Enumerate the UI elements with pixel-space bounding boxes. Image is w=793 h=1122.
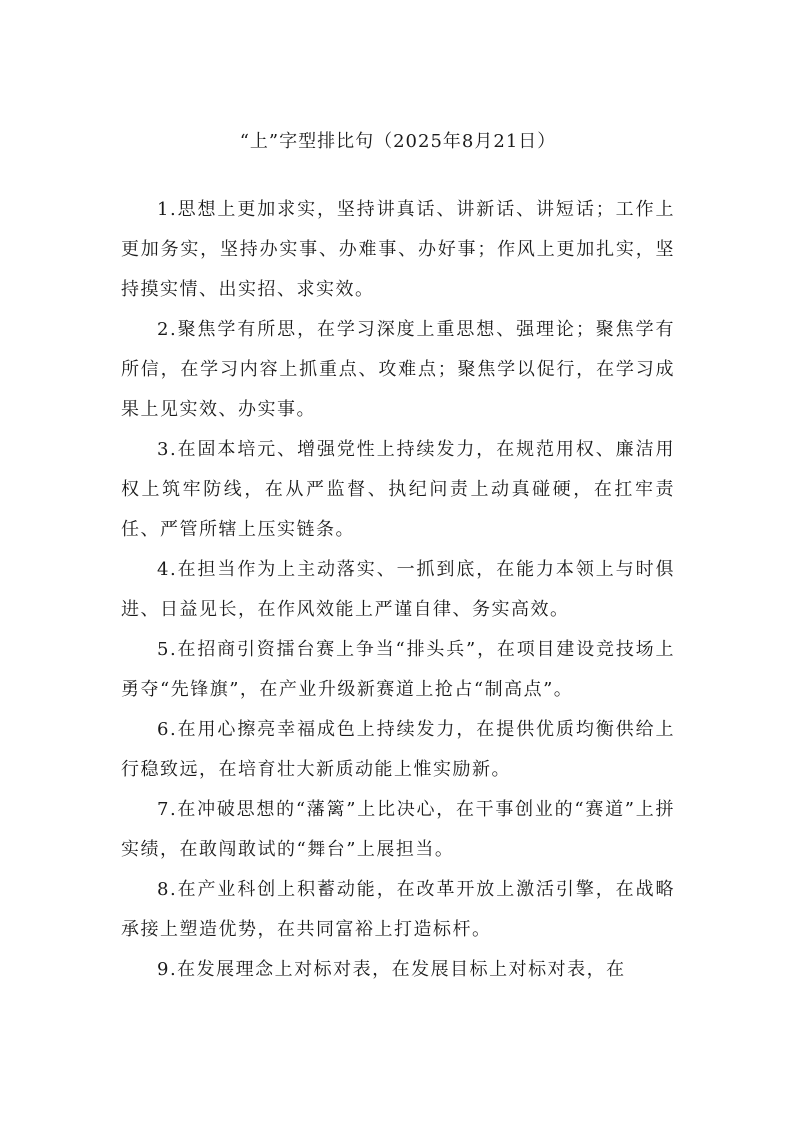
document-title: “上”字型排比句（2025年8月21日）	[239, 131, 557, 152]
paragraph-8: 8.在产业科创上积蓄动能，在改革开放上激活引擎，在战略承接上塑造优势，在共同富裕上打造标杆。	[121, 879, 675, 940]
paragraph-7: 7.在冲破思想的“藩篱”上比决心，在干事创业的“赛道”上拼实绩，在敢闯敢试的“舞台”上展担当。	[121, 799, 675, 860]
paragraph-6: 6.在用心擦亮幸福成色上持续发力，在提供优质均衡供给上行稳致远，在培育壮大新质动能上惟实励新。	[121, 719, 675, 780]
document-body	[121, 190, 675, 990]
paragraph-9: 9.在发展理念上对标对表，在发展目标上对标对表，在	[157, 959, 626, 980]
paragraph-4: 4.在担当作为上主动落实、一抓到底，在能力本领上与时俱进、日益见长，在作风效能上严谨自律、务实高效。	[121, 559, 675, 620]
paragraph-2: 2.聚焦学有所思，在学习深度上重思想、强理论；聚焦学有所信，在学习内容上抓重点、攻难点；聚焦学以促行，在学习成果上见实效、办实事。	[121, 319, 675, 420]
paragraph-3: 3.在固本培元、增强党性上持续发力，在规范用权、廉洁用权上筑牢防线，在从严监督、执纪问责上动真碰硬，在扛牢责任、严管所辖上压实链条。	[121, 439, 675, 540]
paragraph-5: 5.在招商引资擂台赛上争当“排头兵”，在项目建设竞技场上勇夺“先锋旗”，在产业升级新赛道上抢占“制高点”。	[121, 639, 675, 700]
paragraph-1: 1.思想上更加求实，坚持讲真话、讲新话、讲短话；工作上更加务实，坚持办实事、办难事、办好事；作风上更加扎实，坚持摸实情、出实招、求实效。	[121, 199, 675, 300]
